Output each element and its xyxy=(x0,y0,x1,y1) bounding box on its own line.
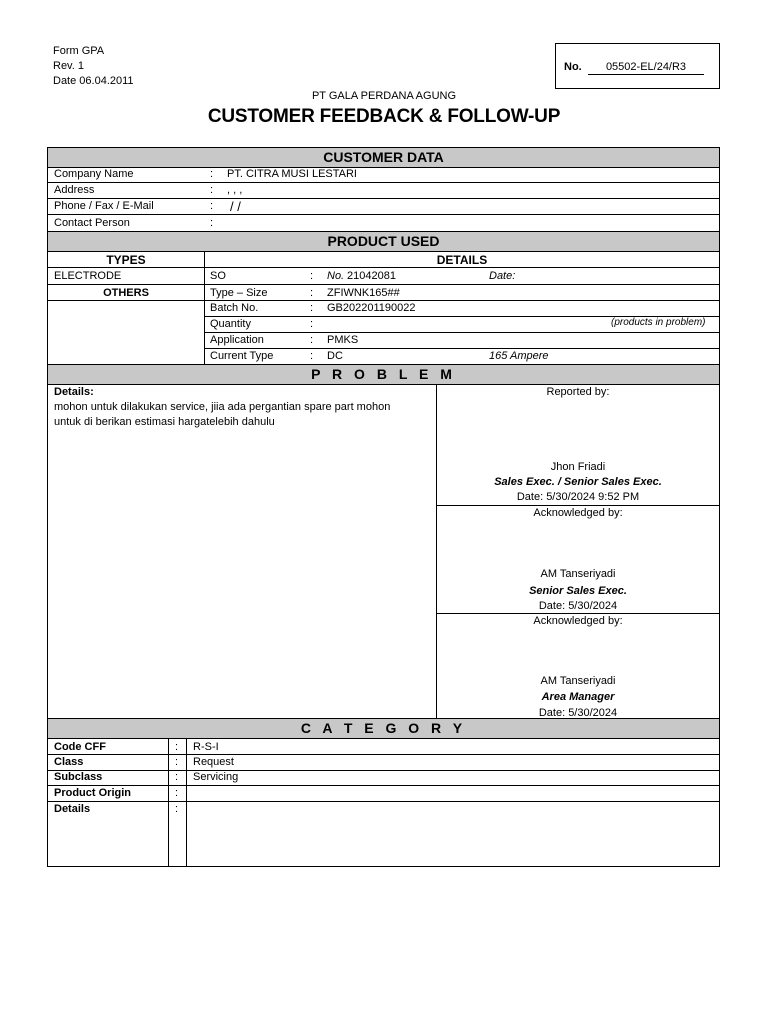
code-cff-sep: : xyxy=(175,741,179,753)
problem-details-line-1: mohon untuk dilakukan service, jiia ada pergantian spare part mohon xyxy=(54,401,391,413)
company-name: PT GALA PERDANA AGUNG xyxy=(311,90,457,102)
acknowledged-by-1-label: Acknowledged by: xyxy=(533,507,623,519)
address-sep: : xyxy=(210,184,214,196)
types-header: TYPES xyxy=(106,253,146,267)
form-code: Form GPA xyxy=(53,45,105,57)
product-origin-sep: : xyxy=(175,787,179,799)
quantity-sep: : xyxy=(310,318,314,330)
document-number-value: 05502-EL/24/R3 xyxy=(588,61,704,75)
type-electrode: ELECTRODE xyxy=(54,270,122,282)
code-cff-value: R-S-I xyxy=(193,741,219,753)
acknowledged-by-2-name: AM Tanseriyadi xyxy=(540,675,616,687)
company-name-value: PT. CITRA MUSI LESTARI xyxy=(227,168,357,180)
product-used-header: PRODUCT USED xyxy=(48,232,719,252)
document-number-box xyxy=(555,43,720,89)
product-used-section xyxy=(47,231,720,365)
type-size-sep: : xyxy=(310,287,314,299)
reported-by-date: Date: 5/30/2024 9:52 PM xyxy=(516,491,640,503)
current-type-sep: : xyxy=(310,350,314,362)
customer-data-header: CUSTOMER DATA xyxy=(48,148,719,168)
subclass-value: Servicing xyxy=(193,771,239,783)
current-type-value: DC xyxy=(327,350,343,362)
form-revision: Rev. 1 xyxy=(53,60,84,72)
problem-header: P R O B L E M xyxy=(48,365,719,385)
details-header: DETAILS xyxy=(436,253,488,267)
class-sep: : xyxy=(175,756,179,768)
reported-by-label: Reported by: xyxy=(546,386,610,398)
so-label: SO xyxy=(210,270,226,282)
page-title: CUSTOMER FEEDBACK & FOLLOW-UP xyxy=(207,106,561,127)
acknowledged-by-1-date: Date: 5/30/2024 xyxy=(538,600,618,612)
product-origin-label: Product Origin xyxy=(54,787,131,799)
contact-person-label: Contact Person xyxy=(54,217,130,229)
address-value: , , , xyxy=(227,184,243,196)
type-size-value: ZFIWNK165## xyxy=(327,287,400,299)
problem-details-line-2: untuk di berikan estimasi hargatelebih dahulu xyxy=(54,416,275,428)
company-name-sep: : xyxy=(210,168,214,180)
category-details-sep: : xyxy=(175,803,179,815)
so-date-label: Date: xyxy=(489,270,516,282)
current-type-label: Current Type xyxy=(210,350,274,362)
phone-sep: : xyxy=(210,200,214,212)
category-details-label: Details xyxy=(54,803,91,815)
phone-value: / / xyxy=(230,199,241,214)
form-date: Date 06.04.2011 xyxy=(53,75,134,87)
subclass-sep: : xyxy=(175,771,179,783)
type-others: OTHERS xyxy=(103,287,149,299)
acknowledged-by-1-role: Senior Sales Exec. xyxy=(529,585,627,597)
class-label: Class xyxy=(54,756,84,768)
document-number-label: No. xyxy=(564,61,582,73)
acknowledged-by-2-label: Acknowledged by: xyxy=(533,615,623,627)
company-name-label: Company Name xyxy=(54,168,134,180)
form-meta xyxy=(53,44,134,89)
acknowledged-by-1-name: AM Tanseriyadi xyxy=(540,568,616,580)
acknowledged-by-2-date: Date: 5/30/2024 xyxy=(538,707,618,719)
application-value: PMKS xyxy=(327,334,359,346)
acknowledged-by-2-role: Area Manager xyxy=(541,691,615,703)
class-value: Request xyxy=(193,756,234,768)
phone-label: Phone / Fax / E-Mail xyxy=(54,200,154,212)
type-size-label: Type – Size xyxy=(210,287,268,299)
so-number-value: 21042081 xyxy=(347,270,396,282)
quantity-label: Quantity xyxy=(210,318,251,330)
code-cff-label: Code CFF xyxy=(54,741,106,753)
so-number-prefix: No. xyxy=(327,270,345,282)
quantity-note: (products in problem) xyxy=(611,317,706,328)
reported-by-name: Jhon Friadi xyxy=(550,461,606,473)
reported-by-role: Sales Exec. / Senior Sales Exec. xyxy=(494,476,662,488)
problem-section xyxy=(47,364,720,719)
application-sep: : xyxy=(310,334,314,346)
category-section xyxy=(47,718,720,867)
category-header: C A T E G O R Y xyxy=(48,719,719,739)
contact-person-sep: : xyxy=(210,217,214,229)
address-label: Address xyxy=(54,184,95,196)
batch-no-label: Batch No. xyxy=(210,302,259,314)
customer-data-section xyxy=(47,147,720,232)
so-sep: : xyxy=(310,270,314,282)
application-label: Application xyxy=(210,334,264,346)
subclass-label: Subclass xyxy=(54,771,103,783)
batch-no-value: GB202201190022 xyxy=(327,302,416,314)
current-ampere: 165 Ampere xyxy=(489,350,549,362)
batch-no-sep: : xyxy=(310,302,314,314)
problem-details-label: Details: xyxy=(54,386,94,398)
